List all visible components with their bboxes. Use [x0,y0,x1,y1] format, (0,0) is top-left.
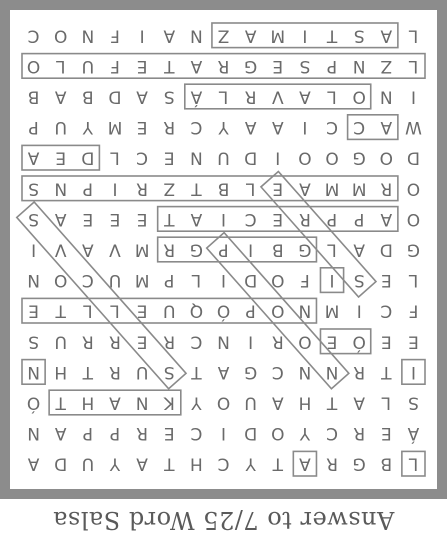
grid-letter: Ó [26,392,41,413]
grid-letter: C [27,25,40,46]
grid-letter: E [380,423,392,444]
grid-letter: S [28,178,39,199]
grid-letter: U [135,361,149,382]
grid-letter: E [326,331,338,352]
grid-letter: R [244,86,257,107]
grid-letter: L [327,86,337,107]
found-word-diagonal-outline [17,202,186,389]
grid-letter: R [217,55,230,76]
grid-letter: A [353,239,365,260]
grid-letter: C [380,300,393,321]
grid-letter: L [408,55,419,76]
grid-letter: O [406,178,421,199]
grid-letter: Y [82,117,94,138]
grid-letter: C [326,423,338,444]
grid-letter: E [136,331,148,352]
grid-letter: U [163,300,176,321]
grid-letter: R [380,178,393,199]
grid-letter: E [272,178,284,199]
grid-letter: P [218,239,229,260]
grid-letter: A [163,25,176,46]
grid-letter: N [298,300,312,321]
grid-letter: A [190,208,203,229]
grid-letter: S [353,270,365,291]
grid-letter: L [110,300,120,321]
grid-letter: U [81,55,95,76]
grid-letter: M [270,25,286,46]
grid-letter: R [326,453,338,474]
grid-letter: P [164,270,175,291]
grid-letter: N [325,361,339,382]
grid-letter: T [272,453,283,474]
grid-letter: S [299,55,311,76]
grid-letter: B [271,239,284,260]
grid-letter: R [353,361,366,382]
grid-letter: O [352,86,366,107]
grid-letter: U [54,331,67,352]
grid-letter: S [163,86,175,107]
grid-letter: R [109,331,121,352]
grid-letter: M [134,239,150,260]
grid-letter: C [353,117,366,138]
grid-letter: Y [299,423,311,444]
grid-letter: A [299,453,311,474]
grid-letter: E [136,300,148,321]
grid-letter: V [271,86,284,107]
grid-letter: L [327,239,337,260]
grid-letter: N [190,25,203,46]
grid-letter: F [300,270,310,291]
grid-letter: S [353,25,365,46]
grid-letter: E [82,208,94,229]
grid-letter: C [136,147,149,168]
grid-letter: N [298,361,312,382]
grid-letter: E [163,423,175,444]
grid-letter: N [352,55,366,76]
grid-letter: E [136,117,148,138]
grid-letter: Z [163,178,176,199]
grid-letter: K [163,392,175,413]
grid-letter: M [107,117,123,138]
grid-letter: G [244,55,258,76]
grid-letter: Á [407,423,420,444]
grid-letter: P [326,55,338,76]
grid-letter: T [55,300,66,321]
grid-letter: A [353,392,365,413]
grid-letter: B [380,453,393,474]
grid-letter: A [271,392,284,413]
grid-letter: T [381,361,392,382]
grid-letter: C [190,331,203,352]
grid-letter: A [136,86,148,107]
grid-letter: G [352,453,366,474]
grid-letter: R [163,239,176,260]
grid-letter: I [248,239,254,260]
grid-letter: R [163,117,176,138]
grid-letter: L [83,300,93,321]
grid-letter: T [164,55,175,76]
grid-letter: M [351,178,367,199]
grid-letter: E [163,147,175,168]
grid-letter: D [81,147,95,168]
grid-letter: O [379,147,393,168]
grid-letter: E [136,55,148,76]
grid-letter: G [244,361,258,382]
grid-letter: I [410,86,416,107]
grid-letter: L [110,147,120,168]
grid-letter: R [353,423,366,444]
grid-letter: A [271,117,284,138]
grid-letter: E [380,270,392,291]
grid-letter: I [220,208,227,229]
grid-letter: I [302,117,308,138]
grid-letter: D [244,147,258,168]
grid-letter: L [408,270,419,291]
grid-letter: A [299,178,311,199]
grid-letter: I [329,270,335,291]
grid-letter: Z [380,55,393,76]
grid-letter: T [164,453,175,474]
grid-letter: I [112,178,118,199]
grid-letter: A [54,208,67,229]
grid-letter: L [55,55,66,76]
grid-letter: G [189,239,203,260]
grid-letter: Ó [216,300,231,321]
grid-letter: C [81,270,94,291]
grid-letter: A [136,453,148,474]
grid-letter: H [298,392,312,413]
grid-letter: O [271,423,285,444]
grid-letter: C [190,423,203,444]
grid-letter: N [27,423,40,444]
grid-letter: I [356,300,362,321]
grid-letter: N [190,147,203,168]
puzzle-caption: Answer to 7/25 Word Salsa [52,506,395,534]
grid-letter: D [379,239,393,260]
grid-letter: W [405,117,422,138]
grid-letter: O [406,208,421,229]
grid-letter: B [217,178,230,199]
grid-letter: P [326,208,338,229]
grid-letter: N [27,270,40,291]
grid-letter: A [244,25,257,46]
grid-letter: L [408,453,419,474]
grid-letter: A [54,86,67,107]
grid-letter: T [191,361,202,382]
grid-letter: V [109,239,121,260]
grid-letter: I [410,361,416,382]
grid-letter: I [275,147,281,168]
grid-letter: U [108,270,122,291]
grid-letter: A [380,117,393,138]
grid-letter: M [134,270,150,291]
grid-letter: O [54,25,68,46]
grid-letter: G [298,239,312,260]
grid-letter: O [298,147,312,168]
grid-letter: B [27,86,40,107]
grid-letter: L [381,392,392,413]
grid-letter: Z [217,25,230,46]
grid-letter: E [136,208,148,229]
grid-letter: D [108,86,122,107]
grid-letter: A [54,423,67,444]
grid-letter: R [163,331,176,352]
grid-letter: O [325,147,339,168]
grid-letter: Q [189,300,204,321]
grid-letter: N [217,331,230,352]
grid-letter: O [271,270,285,291]
grid-letter: N [135,392,149,413]
grid-letter: H [189,453,203,474]
grid-letter: Y [109,453,121,474]
grid-letter: U [54,117,67,138]
grid-letter: Y [218,117,229,138]
grid-letter: E [272,55,284,76]
grid-letter: E [55,147,67,168]
grid-letter: P [245,300,256,321]
grid-letter: H [81,392,95,413]
grid-letter: C [271,361,284,382]
grid-letter: Ó [352,331,366,352]
grid-letter: R [81,331,94,352]
grid-letter: H [54,361,68,382]
grid-letter: R [271,331,284,352]
grid-letter: A [190,55,203,76]
grid-letter: C [217,453,230,474]
grid-letter: U [217,147,230,168]
grid-letter: L [218,86,229,107]
grid-letter: M [324,300,340,321]
grid-letter: Y [245,453,256,474]
grid-letter: T [191,178,202,199]
grid-letter: P [82,423,93,444]
grid-letter: Á [190,86,203,107]
grid-letter: A [27,453,40,474]
grid-letter: P [28,117,39,138]
grid-letter: E [28,300,39,321]
grid-letter: F [110,55,120,76]
found-word-outline [158,237,317,262]
grid-letter: E [272,208,284,229]
grid-letter: D [406,147,420,168]
grid-letter: A [244,117,257,138]
grid-letter: P [82,178,93,199]
grid-letter: A [109,392,121,413]
grid-letter: F [110,25,120,46]
grid-letter: N [81,25,95,46]
grid-letter: O [216,392,231,413]
grid-letter: O [26,55,41,76]
grid-letter: I [220,270,227,291]
grid-letter: U [81,453,95,474]
grid-letter: D [244,270,258,291]
grid-letter: C [190,117,203,138]
grid-letter: G [352,147,366,168]
grid-letter: A [27,147,40,168]
grid-letter: O [298,331,312,352]
grid-letter: T [326,392,338,413]
grid-letter: A [82,239,94,260]
grid-letter: C [326,117,338,138]
grid-letter: A [380,208,393,229]
grid-letter: P [354,208,365,229]
grid-letter: N [54,178,68,199]
grid-letter: I [31,239,37,260]
grid-letter: G [406,239,421,260]
grid-letter: I [139,25,145,46]
grid-letter: B [81,86,94,107]
grid-letter: O [54,270,68,291]
letter-grid [10,10,437,489]
grid-letter: T [55,392,66,413]
grid-letter: N [27,361,40,382]
found-word-outline [22,176,398,201]
grid-letter: P [109,423,121,444]
grid-letter: I [248,331,254,352]
grid-letter: R [136,178,149,199]
grid-letter: F [408,300,419,321]
grid-letter: E [109,208,121,229]
grid-letter: A [380,25,393,46]
grid-letter: O [271,300,285,321]
grid-letter: C [244,208,257,229]
grid-letter: A [299,86,311,107]
grid-letter: S [28,331,39,352]
grid-letter: L [245,178,256,199]
grid-letter: R [109,361,121,382]
grid-letter: E [380,331,392,352]
grid-letter: D [54,453,68,474]
grid-letter: L [408,25,419,46]
grid-letter: Y [191,392,202,413]
grid-letter: T [82,361,94,382]
grid-letter: R [298,208,311,229]
grid-letter: E [408,331,419,352]
grid-letter: S [163,361,175,382]
grid-letter: S [28,208,39,229]
grid-letter: T [326,25,338,46]
grid-letter: U [244,392,257,413]
grid-letter: I [302,25,308,46]
grid-letter: M [324,178,340,199]
grid-letter: I [220,423,227,444]
grid-letter: T [164,208,175,229]
grid-letter: D [244,423,258,444]
board-inner [10,10,437,489]
grid-letter: A [217,361,230,382]
grid-letter: R [136,423,149,444]
grid-letter: V [54,239,67,260]
grid-letter: L [191,270,202,291]
grid-letter: S [408,392,419,413]
grid-letter: N [379,86,393,107]
